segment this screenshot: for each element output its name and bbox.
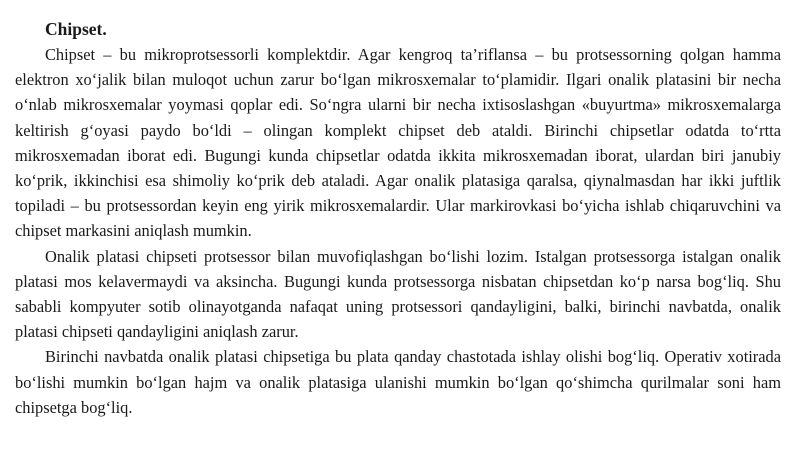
paragraph-1: Chipset – bu mikroprotsessorli komplektdir. Agar kengroq ta’riflansa – bu protsessorning qolgan hamma elektron xo‘jalik bilan muloqot uchun zarur bo‘lgan mikrosxemalar to‘plamidir. Ilgari onalik platasini bir necha o‘nlab mikrosxemalar yoymasi qoplar edi. So‘ngra ularni bir necha ixtisoslashgan «buyurtma» mikrosxemalarga keltirish g‘oyasi paydo bo‘ldi – olingan komplekt chipset deb ataldi. Birinchi chipsetlar odatda to‘rtta mikrosxemadan iborat edi. Bugungi kunda chipsetlar odatda ikkita mikrosxemadan iborat, ulardan biri janubiy ko‘prik, ikkinchisi esa shimoliy ko‘prik deb ataladi. Agar onalik platasiga qaralsa, qiynalmasdan har ikki juftlik topiladi – bu protsessordan keyin eng yirik mikrosxemalardir. Ular markirovkasi bo‘yicha ishlab chiqaruvchini va chipset markasini aniqlash mumkin. — [15, 45, 781, 241]
paragraph-3: Birinchi navbatda onalik platasi chipsetiga bu plata qanday chastotada ishlay olishi bog‘liq. Operativ xotirada bo‘lishi mumkin bo‘lgan hajm va onalik platasiga ulanishi mumkin bo‘lgan qo‘shimcha qurilmalar soni ham chipsetga bog‘liq. — [15, 347, 781, 417]
paragraph-2: Onalik platasi chipseti protsessor bilan muvofiqlashgan bo‘lishi lozim. Istalgan protsessorga istalgan onalik platasi mos kelavermaydi va aksincha. Bugungi kunda protsessorga nisbatan chipsetdan ko‘p narsa bog‘liq. Shu sababli kompyuter sotib olinayotganda nafaqat uning protsessori qandayligini, balki, birinchi navbatda, onalik platasi chipseti qandayligini aniqlash zarur. — [15, 246, 781, 342]
section-heading: Chipset. — [45, 19, 107, 39]
document-page — [15, 17, 781, 420]
